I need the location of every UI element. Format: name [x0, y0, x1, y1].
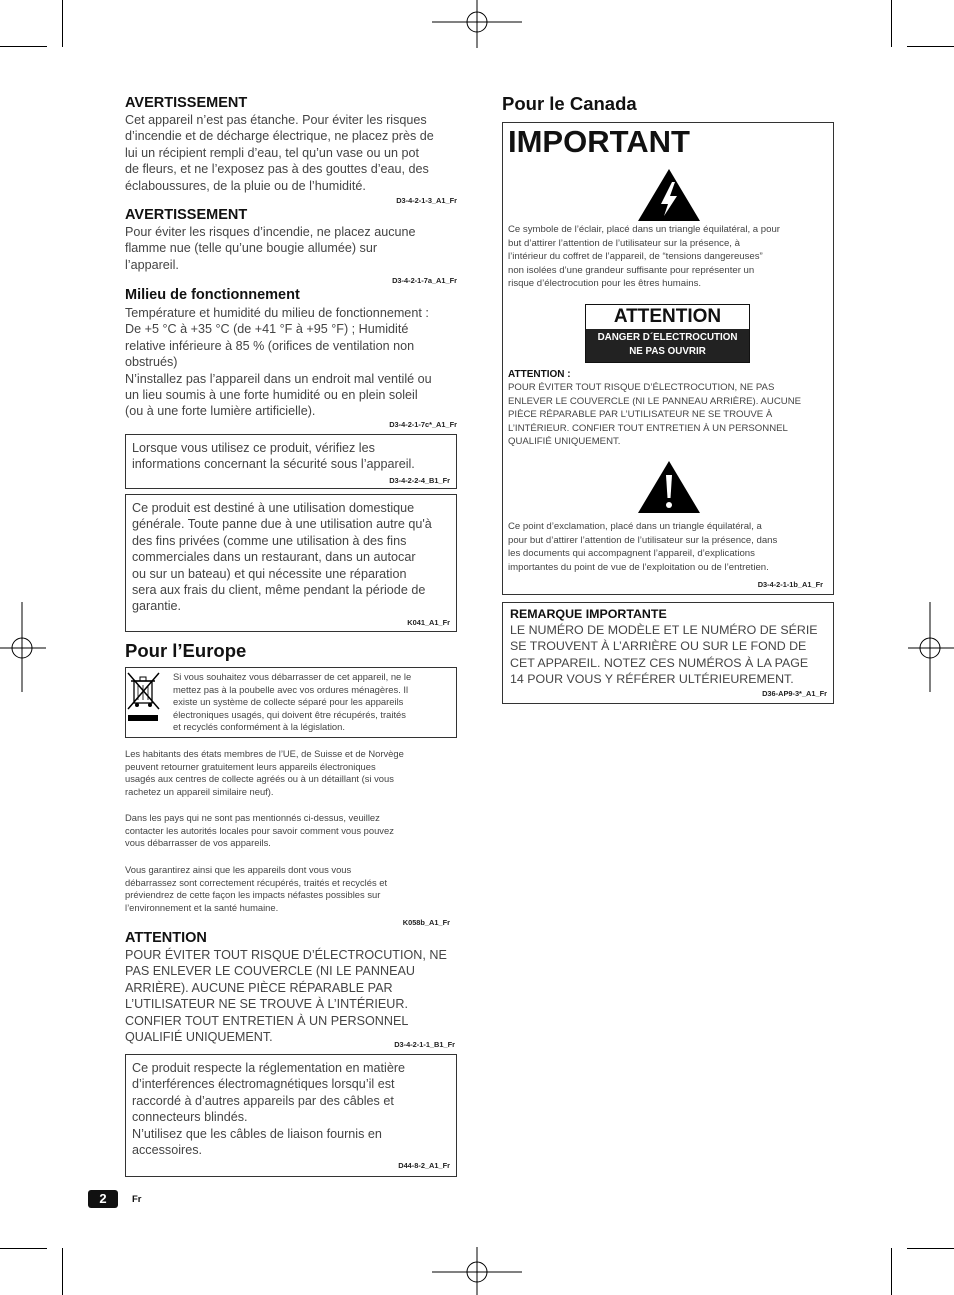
- attention-caution-text: POUR ÉVITER TOUT RISQUE D’ÉLECTROCUTION, NE PAS ENLEVER LE COUVERCLE (NI LE PANNEAU ARRIÈRE). AUCUNE PIÈCE RÉPARABLE PAR L’UTILISATEUR NE SE TROUVE À L’INTÉRIEUR. CONFIER TOUT ENTRETIEN À UN PERSONNEL QUALIFIÉ UNIQUEMENT.: [508, 382, 802, 447]
- environment-text: Température et humidité du milieu de fonctionnement : De +5 °C à +35 °C (de +41 °F à +95 °F) ; Humidité relative inférieure à 85 % (orifices de ventilation non obstrués) N’installez pas l’appareil dans un endroit mal ventilé ou un lieu soumis à une forte humidité ou en plein soleil (ou à une forte lumière artificielle).: [125, 306, 432, 419]
- warning-title: AVERTISSEMENT: [125, 207, 248, 223]
- attention-subtitle: ATTENTION :: [508, 369, 571, 380]
- reference-code: D3-4-2-1-7a_A1_Fr: [392, 276, 457, 285]
- exclamation-explanation: Ce point d’exclamation, placé dans un triangle équilatéral, a pour but d’attirer l’attention de l’utilisateur sur la présence, dans les documents qui accompagnent l’appareil, d’explications importantes du point de vue de l’exploitation ou de l’entretien.: [508, 521, 778, 573]
- important-remark-box: [502, 602, 834, 704]
- registration-mark-icon: [0, 602, 46, 692]
- environment-title: Milieu de fonctionnement: [125, 287, 300, 303]
- crop-mark: [891, 0, 892, 47]
- reference-code: D3-4-2-1-7c*_A1_Fr: [389, 420, 457, 429]
- crop-mark: [891, 1248, 892, 1295]
- warning-text: Pour éviter les risques d’incendie, ne placez aucune flamme nue (telle qu’une bougie allumée) sur l’appareil.: [125, 225, 416, 272]
- crop-mark: [62, 0, 63, 47]
- warning-text: Cet appareil n’est pas étanche. Pour éviter les risques d’incendie et de décharge électrique, ne placez près de lui un récipient rempli d’eau, tel qu’un vase ou un pot de fleurs, et ne l’exposez pas à des gouttes d’eau, des éclaboussures, de la pluie ou de l’humidité.: [125, 113, 434, 193]
- registration-mark-icon: [432, 1247, 522, 1295]
- important-title: IMPORTANT: [508, 124, 690, 159]
- important-box: [502, 122, 834, 595]
- reference-code: K058b_A1_Fr: [402, 918, 450, 927]
- section-heading-canada: Pour le Canada: [502, 93, 637, 114]
- safety-info-box: Lorsque vous utilisez ce produit, vérifiez les informations concernant la sécurité sous l’appareil. D3-4-2-2-4_B1_Fr: [125, 434, 457, 489]
- attention-text: POUR ÉVITER TOUT RISQUE D’ÉLECTROCUTION, NE PAS ENLEVER LE COUVERCLE (NI LE PANNEAU ARRIÈRE). AUCUNE PIÈCE RÉPARABLE PAR L’UTILISATEUR NE SE TROUVE À L’INTÉRIEUR. CONFIER TOUT ENTRETIEN À UN PERSONNEL QUALIFIÉ UNIQUEMENT.: [125, 948, 447, 1045]
- reference-code: D3-4-2-1-1b_A1_Fr: [757, 580, 823, 589]
- crop-mark: [907, 46, 954, 47]
- attention-title: ATTENTION: [125, 930, 207, 946]
- attention-label-title: ATTENTION: [613, 306, 722, 327]
- remark-title: REMARQUE IMPORTANTE: [510, 607, 667, 621]
- remark-text: LE NUMÉRO DE MODÈLE ET LE NUMÉRO DE SÉRIE SE TROUVENT À L’ARRIÈRE OU SUR LE FOND DE CET APPAREIL. NOTEZ CES NUMÉROS À LA PAGE 14 POUR VOUS Y RÉFÉRER ULTÉRIEUREMENT.: [510, 623, 818, 687]
- weee-box: Si vous souhaitez vous débarrasser de cet appareil, ne le mettez pas à la poubelle avec vos ordures ménagères. Il existe un système de collecte séparé pour les appareils électroniques usagés, qui doivent être récupérés, traités et recyclés conformément à la législation.: [125, 667, 457, 738]
- lightning-explanation: Ce symbole de l’éclair, placé dans un triangle équilatéral, a pour but d’attirer l’attention de l’utilisateur sur la présence, à l’intérieur du coffret de l’appareil, de “tensions dangereuses” non isolées d’une grandeur suffisante pour représenter un risque d’électrocution pour les êtres humains.: [508, 224, 780, 289]
- reference-code: D3-4-2-1-3_A1_Fr: [396, 196, 457, 205]
- attention-label-line: DANGER D´ELECTROCUTION: [597, 332, 738, 343]
- warning-title: AVERTISSEMENT: [125, 95, 248, 111]
- reference-code: D44-8-2_A1_Fr: [398, 1161, 450, 1170]
- crossed-bin-icon: [126, 671, 162, 723]
- europe-paragraph: Les habitants des états membres de l’UE, de Suisse et de Norvège peuvent retourner gratuitement leurs appareils électroniques usagés aux centres de collecte agréés ou à un détaillant (si vous rachetez un appareil similaire neuf).: [125, 748, 404, 797]
- reference-code: D3-4-2-2-4_B1_Fr: [389, 476, 450, 485]
- reference-code: D36-AP9-3*_A1_Fr: [762, 689, 827, 698]
- page-number: 2: [88, 1190, 118, 1208]
- exclamation-triangle-icon: [637, 460, 701, 514]
- attention-label-line: NE PAS OUVRIR: [629, 346, 706, 357]
- domestic-use-box: Ce produit est destiné à une utilisation domestique générale. Toute panne due à une utilisation autre qu'à des fins privées (comme une utilisation à des fins commerciales dans un restaurant, dans un autocar ou sur un bateau) et qui nécessite une réparation sera aux frais du client, même pendant la période de garantie. K041_A1_Fr: [125, 494, 457, 632]
- crop-mark: [62, 1248, 63, 1295]
- crop-mark: [907, 1248, 954, 1249]
- emc-box: Ce produit respecte la réglementation en matière d’interférences électromagnétiques lorsqu’il est raccordé à d’autres appareils par des câbles et connecteurs blindés. N’utilisez que les câbles de liaison fournis en accessoires. D44-8-2_A1_Fr: [125, 1054, 457, 1177]
- language-code: Fr: [132, 1194, 142, 1205]
- crop-mark: [0, 1248, 47, 1249]
- europe-paragraph: Dans les pays qui ne sont pas mentionnés ci-dessus, veuillez contacter les autorités locales pour savoir comment vous pouvez vous débarrasser de vos appareils.: [125, 812, 394, 849]
- registration-mark-icon: [432, 0, 522, 48]
- reference-code: K041_A1_Fr: [407, 618, 450, 627]
- crop-mark: [0, 46, 47, 47]
- lightning-triangle-icon: [637, 168, 701, 222]
- europe-paragraph: Vous garantirez ainsi que les appareils dont vous vous débarrassez sont correctement récupérés, traités et recyclés et préviendrez de cette façon les impacts néfastes possibles sur l’environnement et la santé humaine.: [125, 864, 388, 913]
- registration-mark-icon: [908, 602, 954, 692]
- reference-code: D3-4-2-1-1_B1_Fr: [394, 1040, 455, 1049]
- section-heading-europe: Pour l’Europe: [125, 640, 247, 661]
- attention-label: [585, 304, 750, 363]
